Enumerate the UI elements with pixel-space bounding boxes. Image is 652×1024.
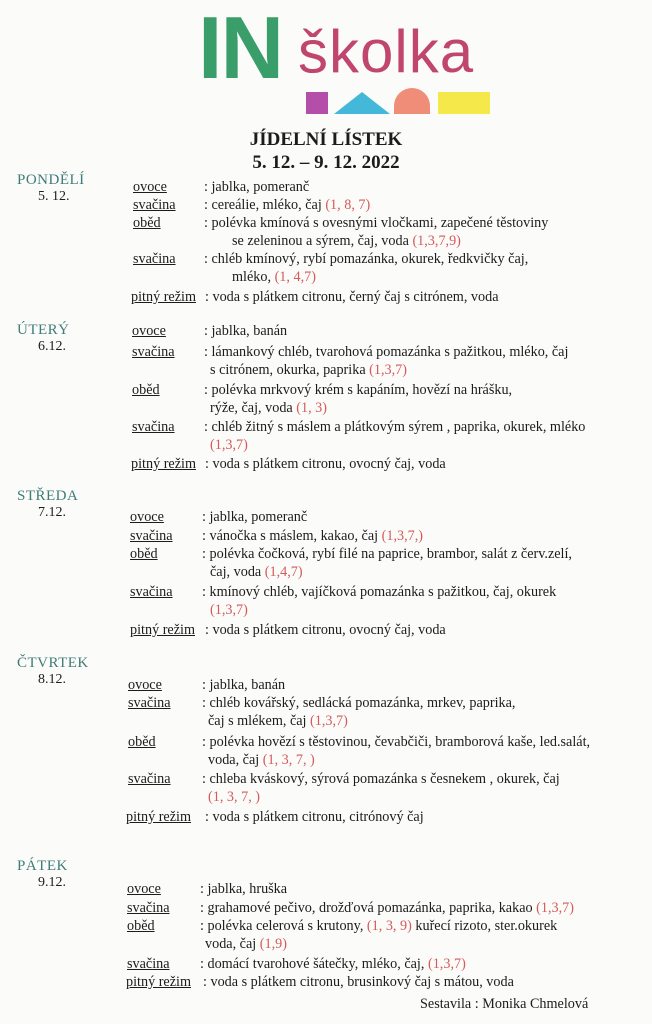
allergens: (1, 8, 7) [325,197,371,213]
meal-text-line [205,621,446,639]
meal-text: : voda s plátkem citronu, černý čaj s citrónem, voda [205,289,499,305]
allergens: (1,3,7) [310,713,348,729]
meal-text: mléko, [232,269,275,285]
meal-text-line [202,527,423,545]
meal-text: : chléb kovářský, sedlácká pomazánka, mrkev, paprika, [202,695,516,711]
allergens: (1, 3, 7, ) [262,752,315,768]
allergens: (1, 3) [296,400,327,416]
meal-text-line [210,436,248,454]
meal-label-text: oběd [130,546,158,562]
meal-text: voda, čaj [205,936,260,952]
meal-text: : chléb kmínový, rybí pomazánka, okurek, ředkvičky čaj, [204,251,529,267]
meal-text: : jablka, banán [202,677,286,693]
meal-label-text: svačina [130,528,173,544]
meal-label-text: oběd [132,382,160,398]
meal-text: : voda s plátkem citronu, brusinkový čaj s mátou, voda [203,974,514,990]
day-date: 5. 12. [38,189,70,204]
logo-shapes [298,80,498,116]
meal-text-line [202,545,572,563]
allergens: (1,4,7) [264,564,303,580]
day-name: STŘEDA [17,488,79,504]
meal-label-text: ovoce [130,509,164,525]
meal-text-line [204,418,585,436]
meal-text: : polévka čočková, rybí filé na paprice, brambor, salát z červ.zelí, [202,546,572,562]
meal-text: : grahamové pečivo, drožďová pomazánka, paprika, kakao [200,900,537,916]
meal-label-text: svačina [132,419,175,435]
meal-text-line [208,788,260,806]
meal-text: : chléb žitný s máslem a plátkovým sýrem , paprika, okurek, mléko [204,419,586,435]
meal-text-line [202,583,556,601]
allergens: (1,3,7) [210,602,248,618]
logo-rectangle [438,92,490,114]
meal-text: voda, čaj [208,752,263,768]
day-name: ÚTERÝ [17,322,70,338]
allergens: (1, 4,7) [274,269,316,285]
allergens: (1,3,7) [369,362,407,378]
meal-label-text: oběd [128,734,156,750]
allergens: (1,3,7) [427,956,466,972]
logo [198,0,498,110]
meal-label-text: ovoce [128,677,162,693]
meal-label-text: ovoce [133,179,167,195]
meal-label-text: svačina [128,695,171,711]
logo-skolka: školka [298,18,475,85]
meal-text-line [204,214,548,232]
meal-text-line [210,361,407,379]
allergens: (1, 3, 9) [366,918,412,934]
meal-text-line [205,935,287,953]
meal-text-line [200,955,466,973]
meal-text-line [205,808,424,826]
meal-text-line [202,508,307,526]
meal-label-text: svačina [127,900,170,916]
meal-text: s citrónem, okurka, paprika [210,362,370,378]
meal-text-line [204,250,528,268]
day-name: ČTVRTEK [17,655,89,671]
meal-text-line [204,322,287,340]
meal-text: čaj, voda [210,564,265,580]
meal-text-line [203,973,514,991]
meal-text-line [210,601,248,619]
day-name: PONDĚLÍ [17,172,85,188]
meal-text: : chleba kváskový, sýrová pomazánka s česnekem , okurek, čaj [202,771,560,787]
day-date: 9.12. [38,875,66,890]
allergens: (1,9) [259,936,287,952]
meal-text: : polévka hovězí s těstovinou, čevabčiči, bramborová kaše, led.salát, [202,734,591,750]
meal-text-line [200,880,287,898]
meal-text: : polévka mrkvový krém s kapáním, hovězí na hrášku, [204,382,513,398]
allergens: (1,3,7) [210,437,248,453]
logo-in: IN [198,0,282,97]
meal-text-line [204,381,512,399]
meal-text: kuřecí rizoto, ster.okurek [411,918,558,934]
meal-text-line [210,563,303,581]
meal-label-text: pitný režim [131,289,197,305]
meal-text: : vánočka s máslem, kakao, čaj [202,528,382,544]
meal-text: : polévka celerová s krutony, [200,918,367,934]
logo-semicircle [394,88,430,114]
date-range: 5. 12. – 9. 12. 2022 [252,152,400,173]
meal-label-text: pitný režim [130,622,196,638]
meal-text-line [210,399,327,417]
meal-label-text: svačina [133,197,176,213]
meal-label-text: ovoce [132,323,166,339]
day-date: 6.12. [38,339,66,354]
meal-text-line [208,751,315,769]
menu-title: JÍDELNÍ LÍSTEK [249,129,403,150]
meal-label-text: oběd [133,215,161,231]
meal-text: : domácí tvarohové šátečky, mléko, čaj, [200,956,428,972]
meal-text-line [200,917,557,935]
signature: Sestavila : Monika Chmelová [420,996,589,1012]
meal-text-line [205,455,446,473]
meal-text: : voda s plátkem citronu, ovocný čaj, voda [205,622,446,638]
allergens: (1,3,7,) [381,528,424,544]
meal-text: : jablka, pomeranč [202,509,308,525]
meal-text-line [202,694,515,712]
day-date: 8.12. [38,672,66,687]
meal-text: čaj s mlékem, čaj [208,713,311,729]
day-date: 7.12. [38,505,66,520]
meal-text: : jablka, banán [204,323,288,339]
allergens: (1, 3, 7, ) [208,789,261,805]
meal-label-text: svačina [132,344,175,360]
meal-text: rýže, čaj, voda [210,400,297,416]
meal-text-line [202,770,560,788]
meal-text-line [232,268,316,286]
meal-text: se zeleninou a sýrem, čaj, voda [232,233,413,249]
meal-label-text: svačina [128,771,171,787]
meal-text: : cereálie, mléko, čaj [204,197,326,213]
meal-label-text: svačina [133,251,176,267]
day-name: PÁTEK [17,858,68,874]
meal-label-text: oběd [127,918,155,934]
logo-triangle [334,92,390,114]
meal-text-line [200,899,574,917]
meal-text: : jablka, pomeranč [204,179,310,195]
meal-label-text: svačina [127,956,170,972]
meal-label-text: pitný režim [131,456,197,472]
meal-text: : voda s plátkem citronu, ovocný čaj, voda [205,456,446,472]
meal-text: : kmínový chléb, vajíčková pomazánka s pažitkou, čaj, okurek [202,584,557,600]
meal-text-line [204,343,568,361]
meal-text-line [205,288,499,306]
logo-square [306,92,328,114]
meal-label-text: svačina [130,584,173,600]
meal-text-line [204,178,309,196]
meal-text: : jablka, hruška [200,881,288,897]
meal-text-line [232,232,461,250]
meal-text-line [204,196,370,214]
meal-label-text: pitný režim [126,974,192,990]
meal-text: : polévka kmínová s ovesnými vločkami, zapečené těstoviny [204,215,549,231]
meal-text: : voda s plátkem citronu, citrónový čaj [205,809,424,825]
meal-text-line [208,712,348,730]
meal-text: : lámankový chléb, tvarohová pomazánka s pažitkou, mléko, čaj [204,344,569,360]
meal-label-text: ovoce [127,881,161,897]
allergens: (1,3,7,9) [412,233,461,249]
meal-label-text: pitný režim [126,809,192,825]
meal-text-line [202,676,285,694]
allergens: (1,3,7) [536,900,574,916]
meal-text-line [202,733,590,751]
